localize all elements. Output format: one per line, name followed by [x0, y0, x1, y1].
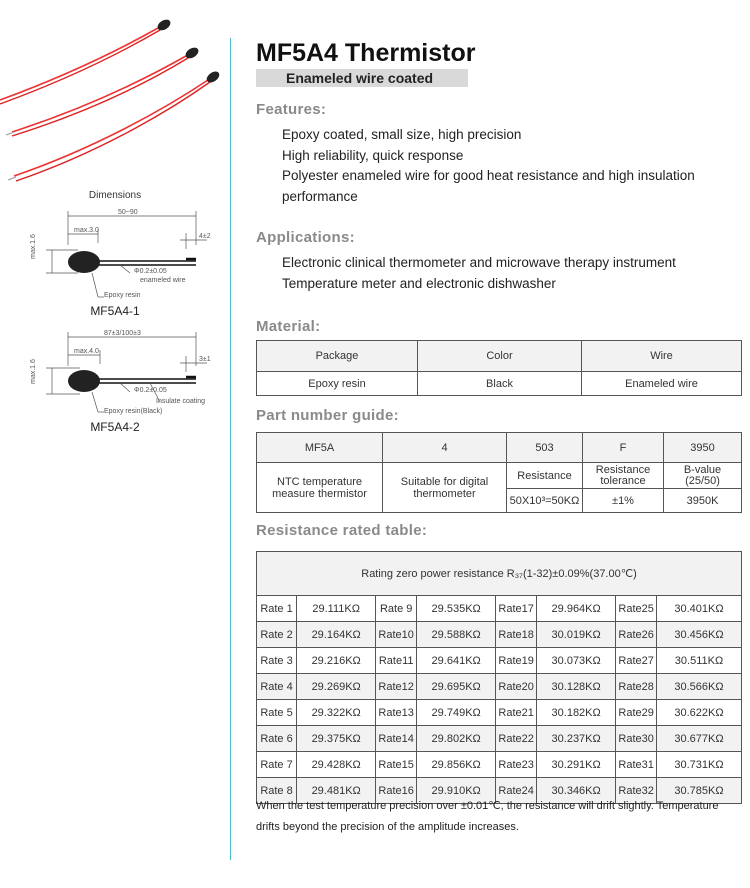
fig1-resin-label: Epoxy resin: [104, 292, 141, 299]
rate-value: 29.749KΩ: [417, 700, 496, 726]
fig2-total-length: 87±3/100±3: [104, 330, 141, 337]
rate-value: 30.237KΩ: [537, 726, 616, 752]
part-number-heading: Part number guide:: [256, 407, 399, 424]
rated-table-row: [257, 700, 742, 726]
page-subtitle: Enameled wire coated: [256, 69, 468, 87]
part-sub-label: Resistance tolerance: [583, 463, 664, 489]
rate-value: 30.622KΩ: [657, 700, 742, 726]
material-value: Black: [418, 372, 582, 396]
rate-value: 30.677KΩ: [657, 726, 742, 752]
rate-value: 29.111KΩ: [297, 596, 376, 622]
fig1-max-diameter: max.1.6: [30, 234, 37, 259]
rate-value: 29.641KΩ: [417, 648, 496, 674]
fig2-max-head: max.4.0: [74, 348, 99, 355]
rate-label: Rate30: [616, 726, 657, 752]
part-code: 503: [507, 433, 583, 463]
part-code: F: [583, 433, 664, 463]
part-desc-digital: Suitable for digital thermometer: [383, 463, 507, 513]
rate-value: 30.456KΩ: [657, 622, 742, 648]
material-header: Package: [257, 341, 418, 372]
left-column: [0, 0, 230, 888]
fig2-caption: MF5A4-2: [90, 420, 140, 434]
rate-value: 29.535KΩ: [417, 596, 496, 622]
rate-label: Rate 8: [257, 778, 297, 804]
fig1-caption: MF5A4-1: [90, 304, 140, 318]
rated-table-heading: Resistance rated table:: [256, 522, 428, 539]
rate-label: Rate12: [376, 674, 417, 700]
part-code: MF5A: [257, 433, 383, 463]
rate-value: 29.856KΩ: [417, 752, 496, 778]
rate-value: 29.375KΩ: [297, 726, 376, 752]
rate-label: Rate31: [616, 752, 657, 778]
rate-value: 30.182KΩ: [537, 700, 616, 726]
fig2-resin-label: Epoxy resin(Black): [104, 408, 163, 415]
rate-value: 29.910KΩ: [417, 778, 496, 804]
rate-label: Rate20: [496, 674, 537, 700]
rate-label: Rate 4: [257, 674, 297, 700]
part-code: 4: [383, 433, 507, 463]
rate-label: Rate22: [496, 726, 537, 752]
rate-value: 30.291KΩ: [537, 752, 616, 778]
rated-table-row: [257, 674, 742, 700]
rate-value: 29.802KΩ: [417, 726, 496, 752]
rate-value: 29.322KΩ: [297, 700, 376, 726]
rate-label: Rate21: [496, 700, 537, 726]
rate-label: Rate15: [376, 752, 417, 778]
rate-value: 30.401KΩ: [657, 596, 742, 622]
rate-value: 30.511KΩ: [657, 648, 742, 674]
rate-label: Rate13: [376, 700, 417, 726]
rate-value: 30.128KΩ: [537, 674, 616, 700]
fig2-max-diameter: max.1.6: [30, 359, 37, 384]
rate-value: 30.731KΩ: [657, 752, 742, 778]
fig1-wire-diameter: Φ0.2±0.05: [134, 268, 167, 275]
right-column: [256, 38, 742, 804]
rate-label: Rate27: [616, 648, 657, 674]
footnote: When the test temperature precision over ±0.01℃, the resistance will drift slightly. Temperature drifts beyond the precision of the amplitude increases.: [256, 800, 719, 833]
rate-label: Rate19: [496, 648, 537, 674]
fig2-wire-label: Insulate coating: [156, 398, 206, 405]
rated-table: [256, 551, 742, 804]
rate-label: Rate26: [616, 622, 657, 648]
feature-item: Polyester enameled wire for good heat resistance and high insulation: [282, 168, 695, 183]
rate-label: Rate24: [496, 778, 537, 804]
rated-table-row: [257, 726, 742, 752]
rate-label: Rate17: [496, 596, 537, 622]
rate-label: Rate11: [376, 648, 417, 674]
rate-label: Rate14: [376, 726, 417, 752]
rate-value: 30.785KΩ: [657, 778, 742, 804]
rate-value: 29.216KΩ: [297, 648, 376, 674]
fig1-lead-length: 4±2: [199, 233, 211, 240]
rate-value: 30.019KΩ: [537, 622, 616, 648]
rate-label: Rate16: [376, 778, 417, 804]
rate-value: 29.428KΩ: [297, 752, 376, 778]
rate-label: Rate32: [616, 778, 657, 804]
part-desc-ntc: NTC temperature measure thermistor: [257, 463, 383, 513]
rate-value: 29.588KΩ: [417, 622, 496, 648]
rate-value: 29.269KΩ: [297, 674, 376, 700]
dimensions-title: Dimensions: [88, 190, 142, 201]
rate-label: Rate29: [616, 700, 657, 726]
applications-list: [256, 253, 742, 294]
rated-table-row: [257, 752, 742, 778]
material-value: Enameled wire: [582, 372, 742, 396]
part-code: 3950: [664, 433, 742, 463]
rate-label: Rate 7: [257, 752, 297, 778]
rated-table-row: [257, 622, 742, 648]
rated-table-row: [257, 648, 742, 674]
material-heading: Material:: [256, 318, 321, 335]
part-sub-value: 3950K: [664, 489, 742, 513]
application-item: Electronic clinical thermometer and microwave therapy instrument: [282, 255, 676, 270]
material-table: [256, 340, 742, 396]
column-divider: [230, 38, 231, 860]
fig1-max-head: max.3.0: [74, 227, 99, 234]
rate-label: Rate10: [376, 622, 417, 648]
part-sub-label: B-value (25/50): [664, 463, 742, 489]
rated-table-caption: Rating zero power resistance R₃₇(1-32)±0.09%(37.00℃): [257, 552, 742, 596]
fig2-wire-diameter: Φ0.2±0.05: [134, 387, 167, 394]
rate-label: Rate28: [616, 674, 657, 700]
rate-label: Rate18: [496, 622, 537, 648]
rate-value: 29.164KΩ: [297, 622, 376, 648]
part-sub-label: Resistance: [507, 463, 583, 489]
material-header: Color: [418, 341, 582, 372]
fig2-lead-length: 3±1: [199, 356, 211, 363]
rate-label: Rate 5: [257, 700, 297, 726]
rate-value: 30.073KΩ: [537, 648, 616, 674]
application-item: Temperature meter and electronic dishwasher: [282, 275, 556, 291]
feature-item: Epoxy coated, small size, high precision: [282, 127, 522, 142]
rate-value: 30.346KΩ: [537, 778, 616, 804]
rate-label: Rate 9: [376, 596, 417, 622]
product-photo: [0, 0, 230, 190]
rate-label: Rate 2: [257, 622, 297, 648]
rate-label: Rate23: [496, 752, 537, 778]
rate-value: 29.481KΩ: [297, 778, 376, 804]
features-heading: Features:: [256, 101, 327, 118]
part-sub-value: 50X10³=50KΩ: [507, 489, 583, 513]
rate-value: 30.566KΩ: [657, 674, 742, 700]
feature-item: High reliability, quick response: [282, 147, 464, 163]
page-title: MF5A4 Thermistor: [256, 39, 476, 67]
features-list: [256, 125, 742, 207]
rate-label: Rate25: [616, 596, 657, 622]
rated-table-row: [257, 596, 742, 622]
fig1-total-length: 50~90: [118, 209, 138, 216]
part-sub-value: ±1%: [583, 489, 664, 513]
material-value: Epoxy resin: [257, 372, 418, 396]
material-header: Wire: [582, 341, 742, 372]
feature-item: performance: [282, 188, 358, 204]
rate-label: Rate 1: [257, 596, 297, 622]
part-number-table: [256, 432, 742, 513]
rate-label: Rate 3: [257, 648, 297, 674]
rate-value: 29.964KΩ: [537, 596, 616, 622]
applications-heading: Applications:: [256, 229, 355, 246]
rate-label: Rate 6: [257, 726, 297, 752]
rate-value: 29.695KΩ: [417, 674, 496, 700]
fig1-wire-label: enameled wire: [140, 277, 186, 284]
